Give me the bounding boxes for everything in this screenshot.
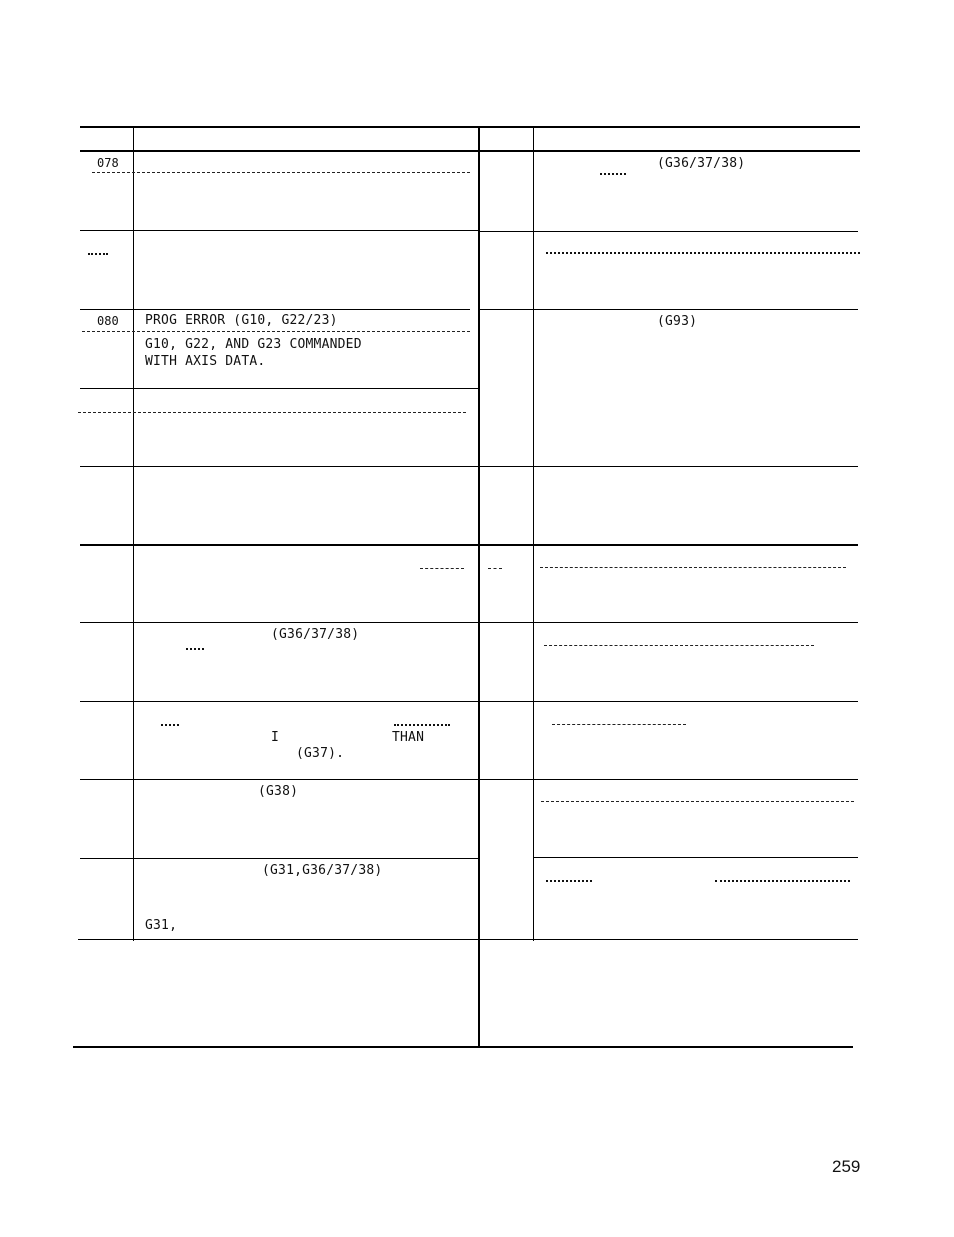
row-text-than: THAN xyxy=(392,730,425,745)
row-text-i: I xyxy=(271,730,280,745)
right-row-rule xyxy=(480,779,858,780)
dashed-artifact xyxy=(488,568,502,569)
error-code-080: 080 xyxy=(97,314,119,328)
right-row-rule xyxy=(480,466,858,467)
dotted-artifact xyxy=(715,880,850,882)
col-divider-2 xyxy=(478,126,480,1048)
left-row-rule xyxy=(80,701,478,702)
right-row-rule xyxy=(480,939,858,940)
page-number: 259 xyxy=(832,1157,861,1176)
dotted-artifact xyxy=(88,253,108,255)
row-080-right-text: (G93) xyxy=(657,314,698,329)
row-080-title: PROG ERROR (G10, G22/23) xyxy=(145,313,338,328)
left-row-rule xyxy=(80,388,478,389)
left-row-rule xyxy=(80,858,478,859)
dotted-artifact xyxy=(161,724,179,726)
table-header-accent xyxy=(755,126,860,127)
dotted-artifact xyxy=(546,252,860,254)
dotted-artifact xyxy=(600,173,626,175)
dashed-artifact xyxy=(82,331,470,332)
left-row-rule xyxy=(78,939,478,940)
left-row-rule xyxy=(80,466,478,467)
dotted-artifact xyxy=(186,648,204,650)
dotted-artifact xyxy=(546,880,592,882)
col-divider-3 xyxy=(533,126,534,941)
right-row-rule-thick xyxy=(480,544,858,546)
dashed-artifact xyxy=(420,568,464,569)
right-row-rule xyxy=(480,309,858,310)
left-row-rule xyxy=(80,779,478,780)
right-row-rule xyxy=(480,701,858,702)
row-text-g37: (G37). xyxy=(296,746,345,761)
dotted-artifact xyxy=(394,724,450,726)
dashed-artifact xyxy=(541,801,854,802)
right-row-rule xyxy=(533,857,858,858)
row-078-right-text: (G36/37/38) xyxy=(657,156,746,171)
left-row-rule xyxy=(80,309,470,310)
left-row-rule xyxy=(80,230,478,231)
col-divider-1 xyxy=(133,126,134,941)
dashed-artifact xyxy=(544,645,814,646)
row-text-g31: G31, xyxy=(145,918,178,933)
left-row-rule xyxy=(80,622,478,623)
dashed-artifact xyxy=(92,172,470,173)
dashed-artifact xyxy=(552,724,686,725)
table-top-border xyxy=(80,126,860,128)
row-080-desc-2: WITH AXIS DATA. xyxy=(145,354,266,369)
row-text-g38: (G38) xyxy=(258,784,299,799)
table-bottom-border xyxy=(73,1046,853,1048)
row-text-g31-list: (G31,G36/37/38) xyxy=(262,863,383,878)
row-080-desc-1: G10, G22, AND G23 COMMANDED xyxy=(145,337,362,352)
right-row-rule xyxy=(480,231,858,232)
dashed-artifact xyxy=(540,567,846,568)
right-row-rule xyxy=(480,622,858,623)
dashed-artifact xyxy=(78,412,466,413)
left-row-rule-thick xyxy=(80,544,478,546)
table-header-rule xyxy=(80,150,860,152)
row-gcode-text: (G36/37/38) xyxy=(271,627,360,642)
error-code-078: 078 xyxy=(97,156,119,170)
